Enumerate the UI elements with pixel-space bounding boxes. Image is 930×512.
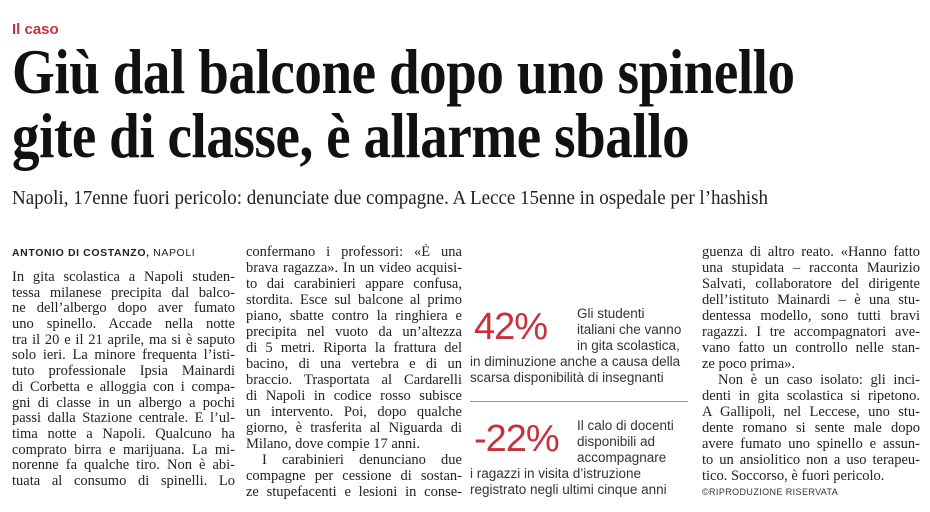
stat-text-line: disponibili ad: [577, 434, 656, 449]
body-text-line: piano, sbatte contro la ringhiera e: [246, 308, 462, 324]
body-text-line: bacino, di una vertebra e di un: [246, 356, 462, 372]
stat-description: [470, 418, 688, 498]
body-text-line: passi dalla Stazione centrale. È l’ul-: [12, 411, 235, 427]
body-text-line: Milano, dove compie 17 anni.: [246, 436, 420, 452]
body-text-line: di 5 metri. Riporta la frattura del: [246, 340, 462, 356]
body-text-line: uno spinello. Accade nella notte: [12, 317, 235, 333]
body-text-line: brava ragazza». In un video acquisi-: [246, 260, 462, 276]
subheadline: Napoli, 17enne fuori pericolo: denunciate due compagne. A Lecce 15enne in ospedale per l’hashish: [12, 187, 769, 209]
body-text-line: dell’istituto Mainardi – è una stu-: [702, 292, 920, 308]
body-text-line: guenza di altro reato. «Hanno fatto: [702, 244, 920, 260]
body-text-line: tessa milanese precipita dal balco-: [12, 285, 235, 301]
article-column-2: [246, 244, 462, 500]
body-text-line: tima notte a Napoli. Qualcuno ha: [12, 426, 235, 442]
body-text-line: avere fumato uno spinello e assun-: [702, 436, 920, 452]
body-text-line: to dai carabinieri appare confusa,: [246, 276, 462, 292]
stat-text-line: in diminuzione anche a causa della: [470, 354, 681, 369]
article-column-1: [12, 240, 235, 490]
body-text-line: tra il 20 e il 21 aprile, ma si è saputo: [12, 332, 235, 348]
body-text-line: precipita nel vuoto da un’altezza: [246, 324, 462, 340]
stat-text-line: scarsa disponibilità di insegnanti: [470, 370, 664, 385]
body-text-line: compagne per cessione di sostan-: [246, 468, 462, 484]
stat-box-teachers: [470, 418, 688, 508]
headline: [12, 36, 795, 171]
stat-value: 42%: [474, 306, 548, 348]
body-text-line: A Gallipoli, nel Leccese, uno stu-: [702, 404, 920, 420]
body-text-line: una stupidata – racconta Maurizio: [702, 260, 920, 276]
body-text-line: ragazzi. I tre accompagnatori ave-: [702, 324, 920, 340]
headline-line-2: gite di classe, è allarme sballo: [12, 100, 690, 171]
stat-description: [470, 306, 688, 386]
stat-text-line: Gli studenti: [577, 306, 645, 321]
body-text-line: to un ansiolitico non a uso terapeu-: [702, 452, 920, 468]
body-text-line: giorno, è trasferita al Niguarda di: [246, 420, 462, 436]
body-text-line: comprato birra e marijuana. La mi-: [12, 442, 235, 458]
body-text-line: Non è un caso isolato: gli inci-: [718, 372, 920, 388]
body-text-line: tico. Soccorso, è fuori pericolo.: [702, 468, 885, 484]
body-text-line: gni di classe in un albergo a pochi: [12, 395, 235, 411]
headline-line-1: Giù dal balcone dopo uno spinello: [12, 36, 795, 107]
stat-box-students: [470, 306, 688, 396]
section-kicker: Il caso: [12, 21, 59, 38]
copyright-notice: ©RIPRODUZIONE RISERVATA: [702, 487, 839, 497]
body-text-line: dente romano si sente male dopo: [702, 420, 920, 436]
stat-text-line: in gita scolastica,: [577, 338, 680, 353]
body-text-line: tuto professionale Ipsia Mainardi: [12, 364, 235, 380]
byline-author: ANTONIO DI COSTANZO,: [12, 247, 150, 259]
article-column-3: [702, 244, 920, 498]
body-text-line: di Napoli in codice rosso subisce: [246, 388, 462, 404]
body-text-line: di Corbetta e alloggia con i compa-: [12, 379, 235, 395]
stat-text-line: registrato negli ultimi cinque anni: [470, 482, 667, 497]
stat-text-line: accompagnare: [577, 450, 667, 465]
body-text-line: denti in gita scolastica si ripetono.: [702, 388, 920, 404]
byline: [12, 240, 235, 270]
body-text-line: norenne fa qualche tiro. Non è abi-: [12, 458, 235, 474]
body-text-line: stordita. Esce sul balcone al primo: [246, 292, 462, 308]
body-text-line: ne dell’albergo dopo aver fumato: [12, 301, 235, 317]
stat-text-line: Il calo di docenti: [577, 418, 674, 433]
byline-place: NAPOLI: [153, 247, 196, 259]
body-text-line: I carabinieri denunciano due: [262, 452, 462, 468]
body-text-line: ze stupefacenti e lesioni in conse-: [246, 484, 462, 500]
body-text-line: un intervento. Poi, dopo qualche: [246, 404, 462, 420]
body-text-line: tuata al consumo di spinelli. Lo: [12, 473, 235, 489]
body-text-line: confermano i professori: «È una: [246, 244, 462, 260]
body-text-line: In gita scolastica a Napoli studen-: [12, 270, 235, 285]
body-text-line: solo ieri. La minore frequenta l’isti-: [12, 348, 235, 364]
stat-value: -22%: [474, 418, 559, 460]
body-text-line: braccio. Trasportata al Cardarelli: [246, 372, 462, 388]
body-text-line: Salvati, collaboratore del dirigente: [702, 276, 920, 292]
divider: [470, 401, 688, 402]
body-text-line: ze poco prima».: [702, 356, 796, 372]
stat-text-line: italiani che vanno: [577, 322, 682, 337]
body-text-line: dentessa modello, sono tutti bravi: [702, 308, 920, 324]
stat-text-line: i ragazzi in visita d’istruzione: [470, 466, 642, 481]
body-text-line: vano fatto un controllo nelle stan-: [702, 340, 920, 356]
